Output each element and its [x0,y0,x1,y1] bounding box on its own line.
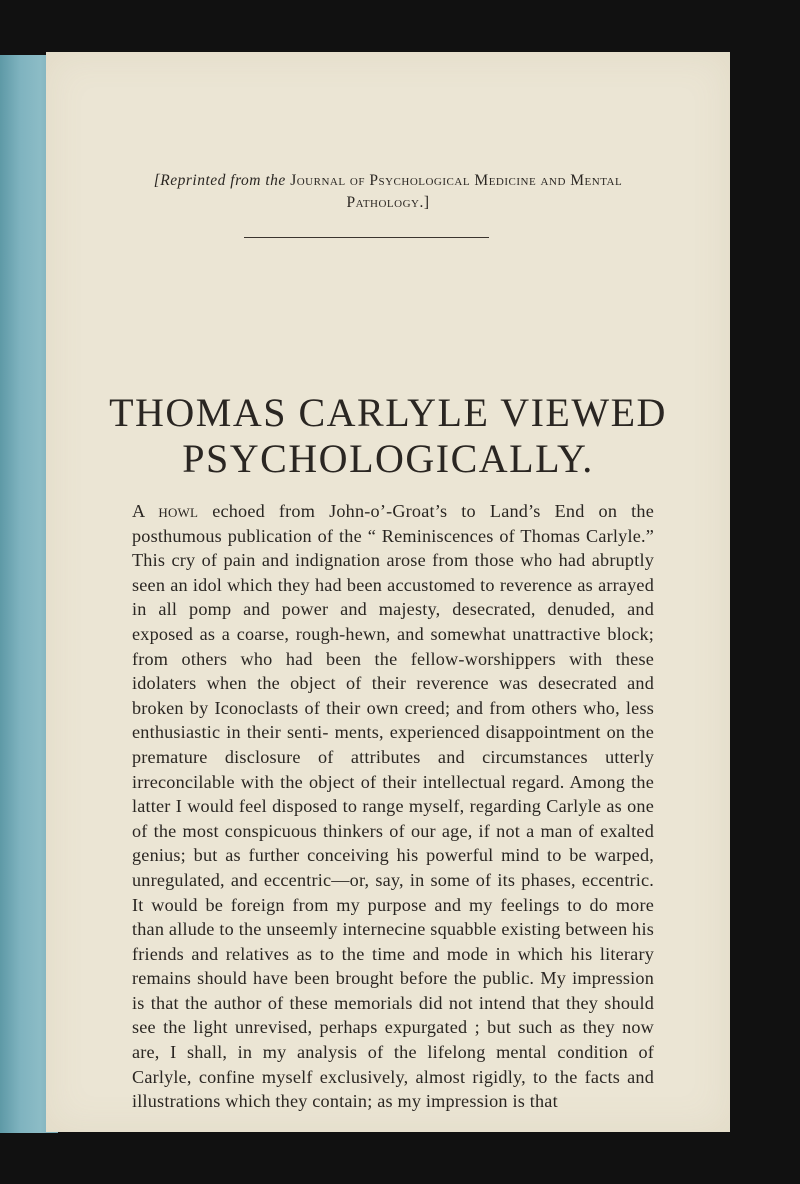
title-line2: PSYCHOLOGICALLY. [182,436,594,481]
article-title [46,390,730,482]
reprint-prefix: [Reprinted from the [153,172,291,189]
journal-name-line2: Pathology.] [346,194,430,211]
separator-rule [244,237,489,238]
opening-small-caps: A howl [132,501,199,521]
book-page [46,52,730,1132]
paragraph-text: echoed from John-o’-Groat’s to Land’s End on the posthumous publication of the “ Reminiscences of Thomas Carlyle.” This cry of pain and indignation arose from those who had abruptly seen an idol which they had been accustomed to reverence as arrayed in all pomp and power and majesty, desecrated, denuded, and exposed as a coarse, rough-hewn, and somewhat unattractive block; from others who had been the fellow-worshippers with these idolaters when the object of their reverence was desecrated and broken by Iconoclasts of their own creed; and from others who, less enthusiastic in their senti- ments, experienced disappointment on the premature disclosure of attributes and circumstances utterly irreconcilable with the object of their intellectual regard. Among the latter I would feel disposed to range myself, regarding Carlyle as one of the most conspicuous thinkers of our age, if not a man of exalted genius; but as further conceiving his powerful mind to be warped, unregulated, and eccentric—or, say, in some of its phases, eccentric. It would be foreign from my purpose and my feelings to do more than allude to the unseemly internecine squabble existing between his friends and relatives as to the time and mode in which his literary remains should have been brought before the public. My impression is that the author of these memorials did not intend that they should see the light unrevised, perhaps expurgated ; but such as they now are, I shall, in my analysis of the lifelong mental condition of Carlyle, confine myself exclusively, almost rigidly, to the facts and illustrations which they contain; as my impression is that [132,501,654,1112]
journal-name-line1: Journal of Psychological Medicine and Mental [290,172,623,189]
reprint-notice [46,170,730,214]
title-line1: THOMAS CARLYLE VIEWED [109,390,667,435]
body-paragraph [132,499,654,1114]
